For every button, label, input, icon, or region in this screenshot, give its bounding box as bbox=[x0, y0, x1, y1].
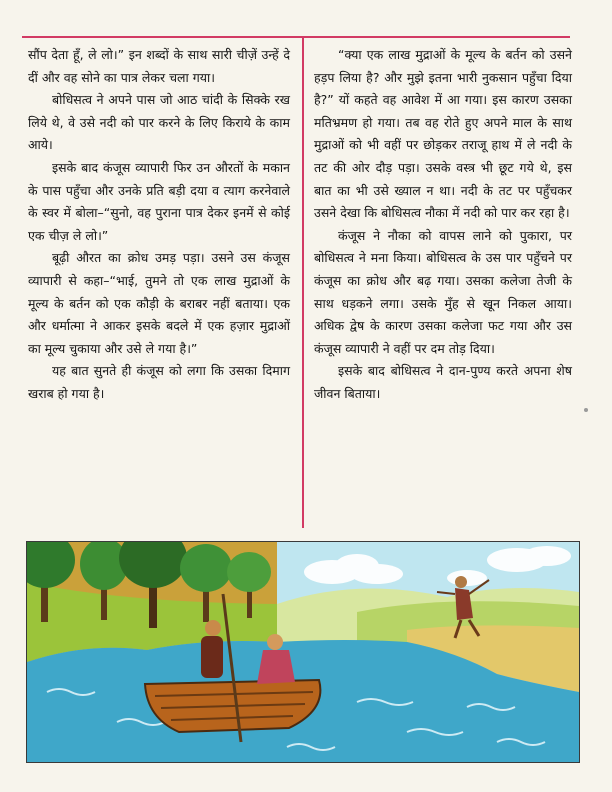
paragraph: बूढ़ी औरत का क्रोध उमड़ पड़ा। उसने उस कंजूस व्यापारी से कहा–“भाई, तुमने तो एक लाख मुद्राओं के मूल्य के बर्तन को एक कौड़ी के बराबर नहीं बताया। एक और धर्मात्मा ने आकर इसके बदले में एक हज़ार मुद्राओं का मूल्य चुकाया और उसे ले गया है।” bbox=[28, 250, 290, 356]
paragraph: इसके बाद कंजूस व्यापारी फिर उन औरतों के मकान के पास पहुँचा और उनके प्रति बड़ी दया व त्याग करनेवाले के स्वर में बोला–“सुनो, वह पुराना पात्र देकर इनमें से कोई एक चीज़ ले लो।” bbox=[28, 159, 290, 243]
left-column bbox=[28, 44, 290, 406]
paragraph: “क्या एक लाख मुद्राओं के मूल्य के बर्तन को उसने हड़प लिया है? और मुझे इतना भारी नुकसान पहुँचा दिया है?” यों कहते वह आवेश में आ गया। इस कारण उसका मतिभ्रमण हो गया। तब वह रोते हुए अपने माल के साथ मुद्राओं को भी वहीं पर छोड़कर तराजू हाथ में ले नदी के तट की ओर दौड़ पड़ा। उसके वस्त्र भी छूट गये थे, इस बात का भी उसे ख्याल न था। नदी के तट पर पहुँचकर उसने देखा कि बोधिसत्व नौका में नदी को पार कर रहा है। bbox=[314, 47, 572, 221]
column-divider bbox=[302, 38, 304, 528]
paragraph: कंजूस ने नौका को वापस लाने को पुकारा, पर बोधिसत्व ने मना किया। बोधिसत्व के उस पार पहुँचने पर कंजूस का क्रोध और बढ़ गया। उसका कलेजा तेजी के साथ धड़कने लगा। उसके मुँह से खून निकल आया। अधिक द्वेष के कारण उसका कलेजा फट गया और उस कंजूस व्यापारी ने वहीं पर दम तोड़ दिया। bbox=[314, 227, 572, 356]
story-text-frame bbox=[22, 36, 570, 528]
paragraph: बोधिसत्व ने अपने पास जो आठ चांदी के सिक्के रख लिये थे, वे उसे नदी को पार करने के लिए किराये के काम आये। bbox=[28, 92, 290, 153]
right-column bbox=[314, 44, 572, 406]
boat-icon bbox=[145, 680, 320, 732]
paragraph: यह बात सुनते ही कंजूस को लगा कि उसका दिमाग खराब हो गया है। bbox=[28, 363, 290, 401]
paragraph: सौंप देता हूँ, ले लो।” इन शब्दों के साथ सारी चीज़ें उन्हें दे दीं और वह सोने का पात्र लेकर चला गया। bbox=[28, 47, 290, 85]
scan-mark bbox=[584, 408, 588, 412]
river-boat-illustration bbox=[26, 541, 580, 763]
paragraph: इसके बाद बोधिसत्व ने दान-पुण्य करते अपना शेष जीवन बिताया। bbox=[314, 363, 572, 401]
